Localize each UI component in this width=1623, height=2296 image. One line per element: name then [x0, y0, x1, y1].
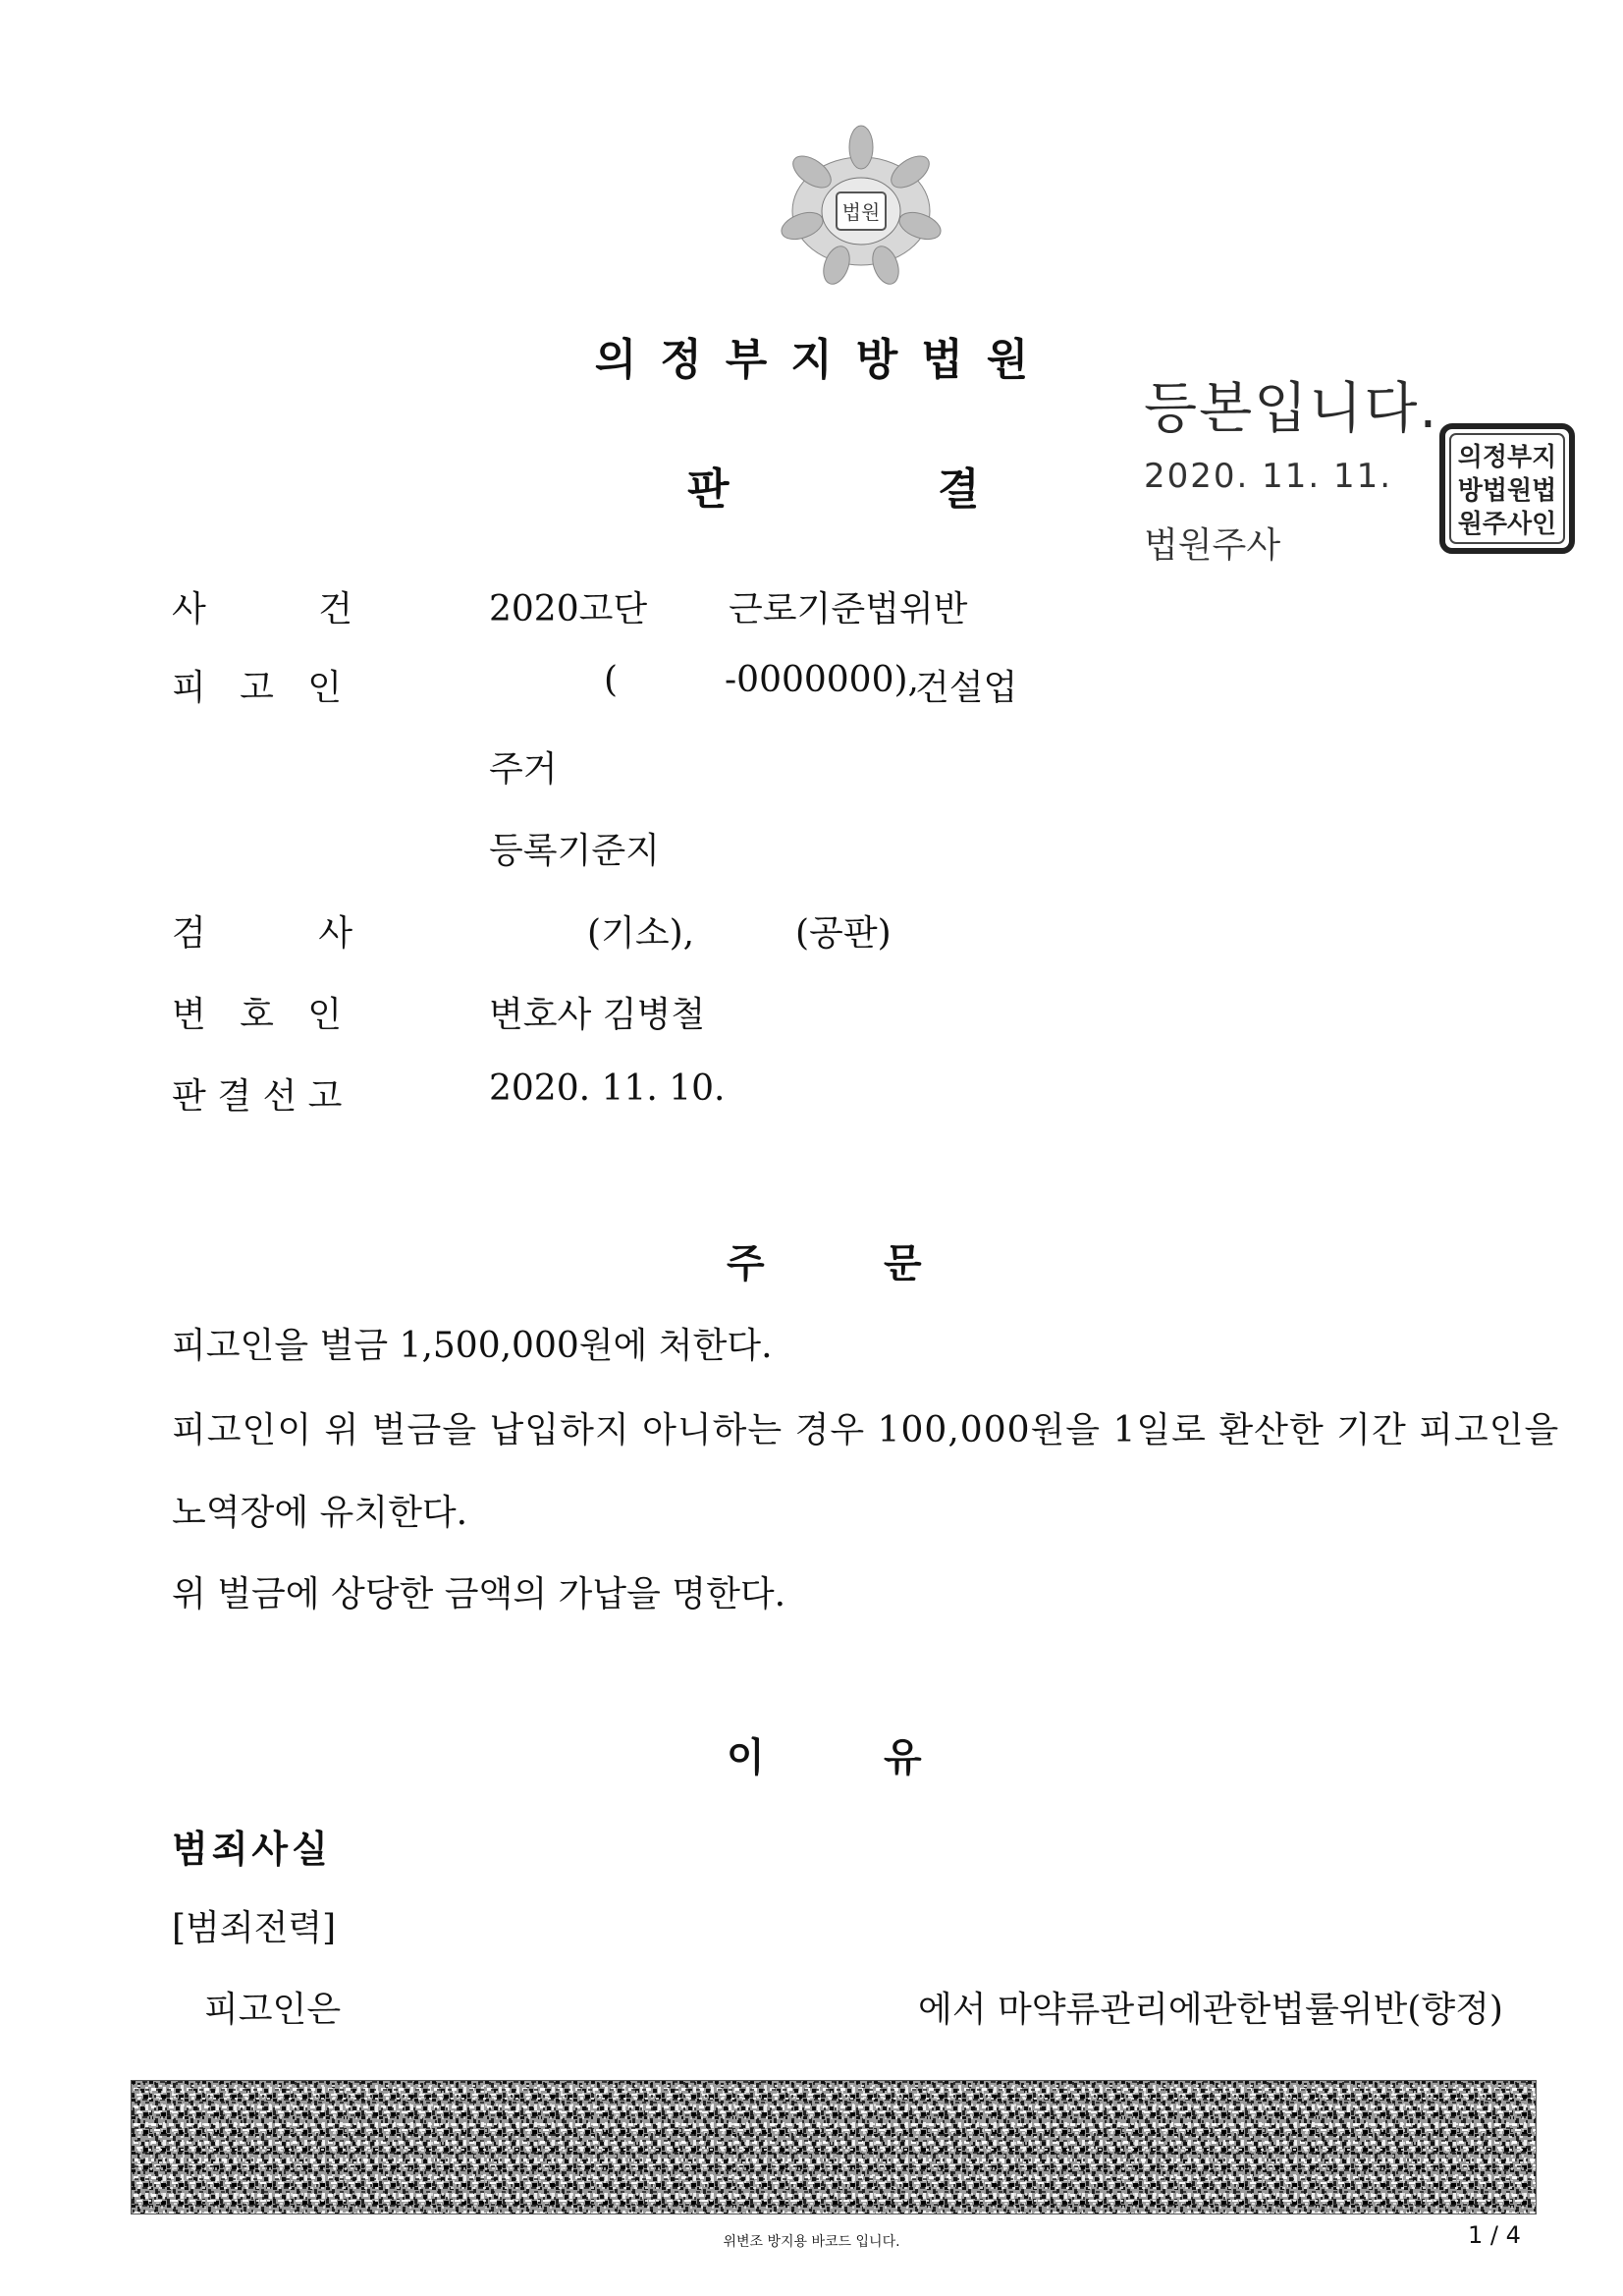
label-sentencing-date: 판 결 선 고: [172, 1076, 343, 1117]
order-line-2: 피고인이 위 벌금을 납입하지 아니하는 경우 100,000원을 1일로 환산한 기간 피고인을: [172, 1410, 1560, 1450]
label-defense-counsel: 변 호 인: [172, 995, 342, 1035]
label-prosecutor: 검 사: [172, 913, 352, 954]
order-heading-left: 주: [727, 1240, 765, 1286]
seal-line-3: 원주사인: [1457, 510, 1557, 539]
order-line-1: 피고인을 벌금 1,500,000원에 처한다.: [172, 1326, 773, 1366]
case-number: 2020고단: [489, 589, 648, 629]
page-number: 1 / 4: [1468, 2221, 1521, 2249]
defendant-occupation: 건설업: [915, 668, 1018, 708]
court-emblem-icon: [768, 118, 954, 285]
order-line-4: 위 벌금에 상당한 금액의 가납을 명한다.: [172, 1574, 786, 1614]
barcode-caption: 위변조 방지용 바코드 입니다.: [723, 2234, 900, 2250]
seal-line-1: 의정부지: [1457, 443, 1557, 472]
defendant-id-open: (: [604, 660, 619, 700]
label-case: 사 건: [172, 589, 352, 629]
registration-label: 등록기준지: [489, 831, 660, 871]
prosecutor-indictment: (기소),: [587, 913, 695, 954]
case-name: 근로기준법위반: [729, 589, 968, 629]
clerk-title: 법원주사: [1144, 525, 1281, 566]
sentencing-date: 2020. 11. 10.: [489, 1068, 726, 1109]
clerk-seal-icon: [1438, 422, 1576, 555]
document-title-left: 판: [687, 465, 730, 515]
reason-heading-left: 이: [727, 1734, 765, 1780]
order-heading-right: 문: [884, 1240, 922, 1286]
anti-forgery-barcode: [131, 2080, 1537, 2214]
certified-copy-stamp: 등본입니다.: [1144, 377, 1439, 441]
label-defendant: 피 고 인: [172, 668, 342, 708]
document-title-right: 결: [938, 465, 980, 515]
defendant-id: -0000000),: [725, 660, 919, 700]
reason-heading-right: 유: [884, 1734, 922, 1780]
court-name: 의정부지방법원: [594, 335, 1053, 385]
emblem-label: 법원: [841, 200, 881, 224]
seal-line-2: 방법원법: [1457, 476, 1557, 506]
residence-label: 주거: [489, 749, 558, 790]
order-line-3: 노역장에 유치한다.: [172, 1493, 468, 1533]
defense-counsel: 변호사 김병철: [489, 995, 706, 1035]
reason-line-left: 피고인은: [204, 1990, 342, 2030]
certified-date: 2020. 11. 11.: [1144, 457, 1393, 496]
criminal-facts-heading: 범죄사실: [172, 1827, 332, 1871]
reason-line-right: 에서 마약류관리에관한법률위반(향정): [918, 1990, 1503, 2030]
prosecutor-trial: (공판): [795, 913, 892, 954]
criminal-record-heading: [범죄전력]: [172, 1908, 337, 1948]
